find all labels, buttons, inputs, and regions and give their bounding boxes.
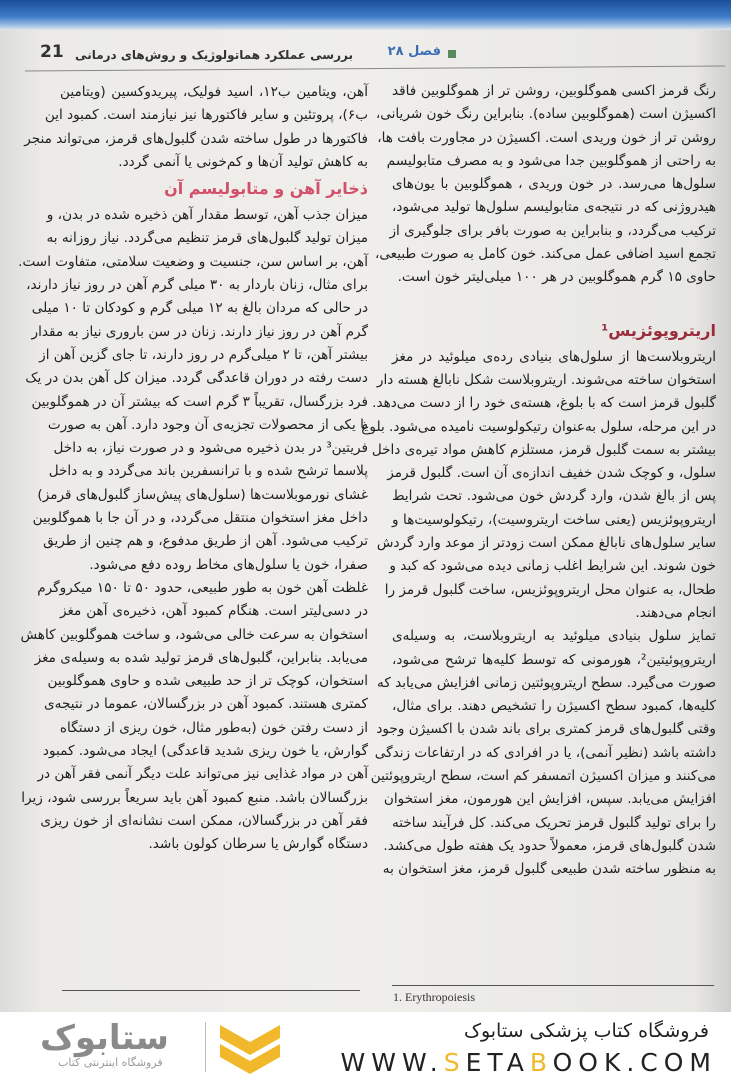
text-line: برای مثال، زنان باردار به ۳۰ میلی گرم آهن در روز نیاز دارند،	[26, 277, 368, 294]
text-line: وقتی گلبول‌های قرمز کمتری برای باند شدن با اکسیژن وجود	[376, 721, 716, 738]
chapter-label: فصل ۲۸	[387, 44, 441, 59]
section-heading: اریتروپوئزیس¹	[601, 320, 716, 340]
spacer	[392, 290, 716, 316]
logo-subtitle: فروشگاه اینترنتی کتاب	[58, 1056, 163, 1069]
text-line: ب۶)، پروتئین و سایر فاکتورها نیز نیازمند است. کمبود این	[44, 107, 368, 124]
text-line: پلاسما ترشح شده و با ترانسفرین باند می‌گردد و به داخل	[48, 463, 368, 480]
text-line: کمتری هستند. کمبود آهن در بزرگسالان، عموما در نتیجه‌ی	[44, 696, 368, 713]
header-rule	[25, 66, 725, 72]
footer-banner	[0, 1012, 731, 1080]
section-heading: ذخایر آهن و متابولیسم آن	[164, 179, 368, 199]
text-line: در دسی‌لیتر است. هنگام کمبود آهن، ذخیره‌ی آهن مغز	[60, 603, 368, 620]
text-line: غلظت آهن خون به طور طبیعی، حدود ۵۰ تا ۱۵۰ میکروگرم	[37, 579, 368, 596]
text-line: سایر سلول‌های نابالغ ممکن است زودتر از موعد وارد گردش	[376, 535, 716, 552]
text-line: استخوان به سرعت خالی می‌شود، و ساخت هموگلوبین کاهش	[20, 626, 368, 643]
text-line: تمایز سلول بنیادی میلوئید به اریتروبلاست، به وسیله‌ی	[392, 628, 716, 645]
text-line: بزرگسالان باشد. منبع کمبود آهن باید سریعاً بررسی شود، زیرا	[21, 789, 368, 806]
text-line: از دست رفتن خون (به‌طور مثال، خون ریزی از دستگاه	[59, 719, 368, 736]
url-part: S	[443, 1048, 466, 1077]
text-line: دست رفته در دوران قاعدگی گردد. میزان کل آهن بدن در یک	[25, 370, 368, 387]
text-line: در حالی که مردان بالغ به ۱۲ میلی گرم و کودکان تا ۱۰ میلی	[31, 300, 368, 317]
setabook-logo	[30, 1018, 290, 1076]
text-line: آهن، ویتامین ب۱۲، اسید فولیک، پیریدوکسین (ویتامین	[60, 84, 368, 100]
shop-url[interactable]	[341, 1048, 717, 1077]
text-line: گوارش، یا خون ریزی شدید قاعدگی) ایجاد می‌شود. کمبود	[42, 743, 368, 760]
text-line: می‌کنند و میزان اکسیژن اتمسفر کم است، سطح اریتروپوئتین	[370, 768, 716, 785]
text-line: حاوی ۱۵ گرم هموگلوبین در هر ۱۰۰ میلی‌لیتر خون است.	[397, 269, 716, 286]
text-line: خون شوند. این شرایط اغلب زمانی دیده می‌شود که کبد و	[389, 558, 716, 575]
chevron-logo-icon	[215, 1020, 285, 1076]
running-header	[0, 42, 731, 66]
text-line: انجام می‌دهند.	[635, 604, 716, 621]
text-line: آهن، بر اساس سن، جنسیت و وضعیت سلامتی، متفاوت است.	[18, 253, 368, 270]
text-line: اریتروپوئزیس (یعنی ساخت اریتروسیت)، رتیکولوسیت‌ها و	[392, 511, 716, 528]
text-line: بیشتر به سمت گلبول قرمز، مستلزم کاهش مواد تیره‌ی داخل	[371, 441, 716, 458]
text-line: یا یکی از محصولات تجزیه‌ی آن وجود دارد. آهن به صورت	[47, 416, 368, 433]
text-line: را برای تولید گلبول قرمز تحریک می‌کند. کل فرآیند ساخته	[392, 814, 716, 831]
text-line: به کاهش تولید آن‌ها و کم‌خونی یا آنمی گردد.	[118, 153, 368, 170]
text-line: سلول‌ها می‌رسد. در خون وریدی ، هموگلوبین با یون‌های	[392, 176, 716, 193]
right-column	[361, 80, 716, 882]
url-part: WWW.	[340, 1048, 444, 1077]
header-square-icon	[448, 50, 456, 58]
text-line: استخوان ساخته می‌شوند. اریتروبلاست شکل نابالغ هسته دار	[376, 371, 716, 388]
text-line: فریتین³ در بدن ذخیره می‌شود و در صورت نیاز، به داخل	[53, 440, 368, 457]
text-line: روشن تر از خون وریدی است. اکسیژن در مجاورت بافت ها،	[377, 129, 716, 146]
logo-divider	[205, 1022, 206, 1072]
text-line: ترکیب می‌شود. آهن از طریق مدفوع، و هم چنین از طریق	[43, 533, 368, 550]
text-line: اریتروبلاست‌ها از سلول‌های بنیادی رده‌ی میلوئید در مغز	[392, 348, 716, 365]
text-line: تجمع اسید اضافی عمل می‌کند. خون کامل به صورت طبیعی،	[374, 246, 716, 263]
footnote-erythropoiesis: 1. Erythropoiesis	[393, 990, 475, 1004]
shop-name: فروشگاه کتاب پزشکی ستابوک	[463, 1020, 709, 1042]
text-line: می‌یابد. بنابراین، گلبول‌های قرمز تولید شده به وسیله‌ی مغز	[34, 649, 368, 666]
text-line: فاکتورها در طول ساخته شدن گلبول‌های قرمز، می‌تواند منجر	[24, 130, 368, 147]
chapter-title: بررسی عملکرد هماتولوژیک و روش‌های درمانی	[75, 48, 353, 62]
text-line: آهن در مواد غذایی نیز می‌تواند علت دیگر آنمی فقر آهن در	[37, 766, 368, 783]
text-line: صفرا، خون یا سلول‌های مخاط روده دفع می‌شود.	[89, 556, 368, 573]
text-line: به منظور ساخته شدن طبیعی گلبول قرمز، مغز استخوان به	[382, 861, 716, 878]
text-line: افزایش می‌یابد. سپس، افزایش این هورمون، مغز استخوان	[383, 791, 716, 808]
text-line: گرم آهن در روز نیاز دارند. زنان در سن باروری نیاز به مقدار	[31, 323, 368, 340]
text-line: هیدروژنی که در نتیجه‌ی متابولیسم سلول‌ها تولید می‌شود،	[392, 199, 716, 216]
text-line: ترکیب می‌گردد، و بنابراین به صورت بافر برای جلوگیری از	[389, 222, 716, 239]
text-line: فرد بزرگسال، تقریباً ۳ گرم است که بیشتر آن در هموگلوبین	[31, 393, 368, 410]
text-line: داشته باشد (نظیر آنمی)، یا در افرادی که در ارتفاعات زندگی	[374, 744, 716, 761]
url-part: ETA	[465, 1048, 530, 1077]
text-line: میزان تولید گلبول‌های قرمز تنظیم می‌گردد. نیاز روزانه به	[46, 230, 368, 247]
text-line: غشای نورموبلاست‌ها (سلول‌های پیش‌ساز گلبول‌های قرمز)	[37, 486, 368, 503]
text-line: دستگاه گوارش یا سرطان کولون باشد.	[148, 836, 368, 853]
text-line: اکسیژن است (هموگلوبین ساده). بنابراین رنگ خون شریانی،	[375, 106, 716, 123]
text-line: در این مرحله، سلول به‌عنوان رتیکولوسیت نامیده می‌شود. بلوغ	[361, 418, 716, 435]
footnote-rule-right	[392, 985, 714, 986]
text-line: پس از بالغ شدن، وارد گردش خون می‌شود. تحت شرایط	[392, 488, 716, 505]
text-line: فقر آهن در بزرگسالان، ممکن است نشانه‌ای از خون ریزی	[40, 812, 368, 829]
text-line: بیشتر آهن، تا ۲ میلی‌گرم در روز دارند، تا جای گزین آهن از	[39, 346, 368, 363]
page-number: 21	[40, 42, 64, 62]
logo-brand: ستابوک	[40, 1018, 169, 1058]
text-line: استخوان، کوچک تر از حد طبیعی شده و حاوی هموگلوبین	[47, 673, 368, 690]
text-line: شدن گلبول‌های قرمز، معمولاً حدود یک هفته طول می‌کشد.	[383, 837, 716, 854]
text-line: کلیه‌ها، کمبود سطح اکسیژن را تشخیص دهند. برای مثال،	[392, 698, 716, 715]
left-column	[18, 81, 368, 857]
text-line: گلبول قرمز است که با بلوغ، هسته‌ی خود را از دست می‌دهد.	[372, 395, 716, 412]
text-line: سلول، و کوچک شدن خفیف اندازه‌ی آن است. گلبول قرمز	[387, 465, 716, 482]
text-line: رنگ قرمز اکسی هموگلوبین، روشن تر از هموگلوبین فاقد	[392, 83, 716, 99]
text-line: طحال، به عنوان محل اریتروپوئزیس، ساخت گلبول قرمز را	[384, 581, 716, 598]
top-blue-strip	[0, 0, 731, 30]
url-part: OOK.COM	[552, 1048, 717, 1077]
text-line: اریتروپوئیتین²، هورمونی که توسط کلیه‌ها ترشح می‌شود،	[392, 651, 716, 668]
text-line: میزان جذب آهن، توسط مقدار آهن ذخیره شده در بدن، و	[46, 207, 368, 224]
text-line: به راحتی از هموگلوبین جدا می‌شود و به مصرف متابولیسم	[386, 152, 716, 169]
text-line: صورت می‌گیرد. سطح اریتروپوئتین زمانی افزایش می‌یابد که	[377, 674, 716, 691]
url-part: B	[529, 1048, 553, 1077]
footnote-rule-left	[62, 990, 360, 991]
text-line: داخل مغز استخوان منتقل می‌گردد، و در آن جا با هموگلوبین	[32, 510, 368, 527]
